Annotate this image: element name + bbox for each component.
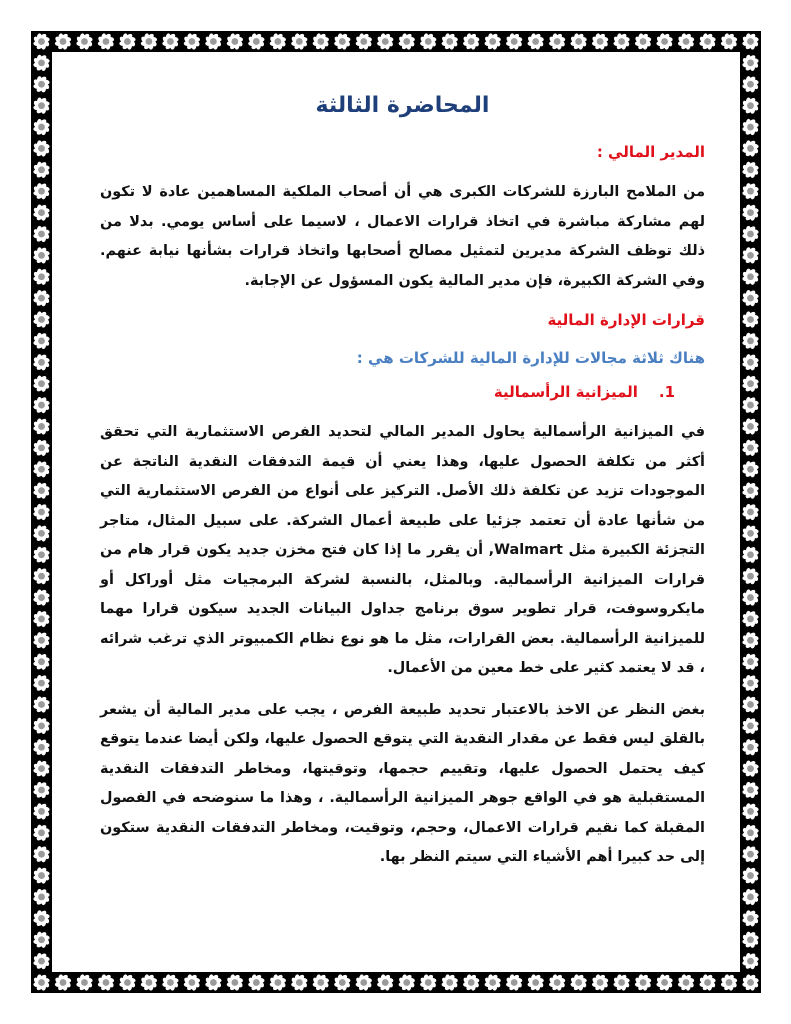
flower-icon [742,353,760,371]
flower-icon [226,974,244,992]
flower-icon [742,460,760,478]
flower-icon [742,610,760,628]
flower-icon [33,546,51,564]
flower-icon [742,525,760,543]
flower-icon [162,33,180,51]
flower-icon [247,33,265,51]
flower-icon [33,182,51,200]
flower-icon [33,824,51,842]
flower-icon [742,225,760,243]
flower-icon [33,97,51,115]
flower-icon [33,118,51,136]
flower-icon [226,33,244,51]
flower-icon [183,33,201,51]
flower-icon [742,909,760,927]
flower-icon [742,54,760,72]
flower-icon [742,247,760,265]
flower-icon [419,974,437,992]
flower-icon [33,845,51,863]
flower-icon [33,696,51,714]
flower-icon [312,33,330,51]
flower-icon [742,289,760,307]
flower-icon [742,674,760,692]
flower-icon [699,33,717,51]
flower-icon [548,33,566,51]
flower-icon [355,33,373,51]
flower-icon [33,781,51,799]
flower-icon [742,974,760,992]
flower-icon [33,225,51,243]
flower-icon [742,888,760,906]
document-body [100,80,705,885]
flower-icon [742,140,760,158]
flower-icon [247,974,265,992]
flower-icon [634,33,652,51]
flower-icon [742,375,760,393]
subheading-three-areas: هناك ثلاثة مجالات للإدارة المالية للشركات هي : [356,349,705,367]
flower-icon [33,33,51,51]
flower-icon [677,33,695,51]
flower-icon [527,33,545,51]
section-heading-financial-manager: المدير المالي : [596,143,705,161]
flower-icon [33,375,51,393]
flower-icon [33,204,51,222]
flower-icon [33,567,51,585]
flower-icon [419,33,437,51]
flower-icon [33,717,51,735]
flower-icon [742,118,760,136]
flower-icon [699,974,717,992]
flower-icon [54,974,72,992]
flower-icon [33,503,51,521]
flower-icon [97,974,115,992]
flower-icon [742,781,760,799]
flower-icon [656,33,674,51]
paragraph-capital-budgeting-2: بغض النظر عن الاخذ بالاعتبار تحديد طبيعة الفرص ، يجب على مدير المالية أن يشعر بالقلق ليس فقط عن مقدار النقدية التي يتوقع الحصول عليها، ولكن أيضا عندما يتوقع كيف يحتمل الحصول عليها، وتقييم حجمها، وتوقيتها، ومخاطر التدفقات النقدية المستقبلية هو في الواقع جوهر الميزانية الرأسمالية. ، وهذا ما سنوضحه في الفصول المقبلة كما نقيم قرارات الاعمال، وحجم، وتوقيت، ومخاطر التدفقات النقدية ستكون إلى حد كبيرا أهم الأشياء التي سيتم النظر بها. [100,701,705,865]
flower-icon [742,204,760,222]
flower-icon [548,974,566,992]
flower-icon [742,75,760,93]
item-label: الميزانية الرأسمالية [493,383,638,401]
flower-icon [333,974,351,992]
flower-icon [742,268,760,286]
flower-icon [462,33,480,51]
flower-icon [742,738,760,756]
flower-icon [376,33,394,51]
flower-icon [33,653,51,671]
flower-icon [742,439,760,457]
flower-icon [119,33,137,51]
flower-icon [76,33,94,51]
flower-icon [33,332,51,350]
flower-icon [398,974,416,992]
flower-icon [33,674,51,692]
flower-icon [613,33,631,51]
lecture-title: المحاضرة الثالثة [315,93,490,118]
flower-icon [742,760,760,778]
flower-icon [33,803,51,821]
flower-icon [33,54,51,72]
flower-icon [76,974,94,992]
flower-icon [484,33,502,51]
paragraph-capital-budgeting-1: في الميزانية الرأسمالية يحاول المدير المالي لتحديد الفرص الاستثمارية التي تحقق أكثر من تكلفة الحصول عليها، وهذا يعني أن قيمة التدفقات النقدية الناتجة عن الموجودات تزيد عن تكلفة ذلك الأصل. التركيز على أنواع من الفرص الاستثمارية التي من شأنها عادة أن تعتمد جزئيا على طبيعة أعمال الشركة. على سبيل المثال، متاجر التجزئة الكبيرة مثل Walmart, أن يقرر ما إذا كان فتح مخزن جديد يكون قرار هام من قرارات الميزانية الرأسمالية. وبالمثل، بالنسبة لشركة البرمجيات مثل أوراكل أو مايكروسوفت، قرار تطوير سوق برنامج جداول البيانات الجديد سيكون قرارا مهما للميزانية الرأسمالية. بعض القرارات، مثل ما هو نوع نظام الكمبيوتر الذي ترغب شرائه ، قد لا يعتمد كثير على خط معين من الأعمال. [100,424,705,676]
flower-icon [33,439,51,457]
flower-icon [677,974,695,992]
flower-icon [269,974,287,992]
flower-icon [205,974,223,992]
flower-icon [742,803,760,821]
flower-icon [333,33,351,51]
paragraph-financial-manager: من الملامح البارزة للشركات الكبرى هي أن أصحاب الملكية المساهمين عادة لا تكون لهم مشاركة مباشرة في اتخاذ قرارات الاعمال ، لاسيما على أساس يومي. بدلا من ذلك توظف الشركة مديرين لتمثيل مصالح أصحابها واتخاذ قرارات بشأنها نيابة عنهم. وفي الشركة الكبيرة، فإن مدير المالية يكون المسؤول عن الإجابة. [100,184,705,289]
flower-icon [742,589,760,607]
flower-icon [742,567,760,585]
flower-icon [742,952,760,970]
flower-icon [742,97,760,115]
flower-icon [33,247,51,265]
flower-icon [742,161,760,179]
flower-icon [570,33,588,51]
flower-icon [33,418,51,436]
flower-icon [33,268,51,286]
flower-icon [290,33,308,51]
flower-icon [656,974,674,992]
flower-icon [290,974,308,992]
flower-icon [742,931,760,949]
flower-icon [742,33,760,51]
numbered-item-capital-budgeting [100,380,675,404]
flower-icon [742,717,760,735]
flower-icon [742,182,760,200]
flower-icon [33,75,51,93]
flower-icon [742,824,760,842]
flower-icon [119,974,137,992]
flower-icon [634,974,652,992]
flower-icon [33,738,51,756]
flower-icon [742,332,760,350]
flower-icon [742,845,760,863]
flower-icon [505,33,523,51]
flower-icon [140,33,158,51]
flower-icon [33,631,51,649]
flower-icon [591,974,609,992]
flower-icon [33,867,51,885]
flower-icon [33,525,51,543]
flower-icon [441,33,459,51]
flower-icon [183,974,201,992]
flower-icon [742,546,760,564]
flower-icon [591,33,609,51]
flower-icon [720,974,738,992]
flower-icon [742,482,760,500]
flower-icon [33,460,51,478]
flower-icon [742,311,760,329]
flower-icon [355,974,373,992]
flower-icon [33,952,51,970]
flower-icon [33,909,51,927]
flower-icon [205,33,223,51]
flower-icon [527,974,545,992]
flower-icon [269,33,287,51]
flower-icon [33,760,51,778]
flower-icon [33,589,51,607]
flower-icon [742,867,760,885]
flower-icon [505,974,523,992]
flower-icon [312,974,330,992]
flower-icon [33,289,51,307]
flower-icon [441,974,459,992]
flower-icon [33,931,51,949]
flower-icon [162,974,180,992]
flower-icon [462,974,480,992]
flower-icon [33,140,51,158]
flower-icon [742,653,760,671]
flower-icon [33,610,51,628]
flower-icon [484,974,502,992]
flower-icon [33,161,51,179]
flower-icon [54,33,72,51]
flower-icon [33,482,51,500]
flower-icon [33,974,51,992]
flower-icon [33,888,51,906]
flower-icon [140,974,158,992]
flower-icon [613,974,631,992]
flower-icon [570,974,588,992]
flower-icon [742,696,760,714]
flower-icon [33,353,51,371]
flower-icon [376,974,394,992]
section-heading-financial-decisions: قرارات الإدارة المالية [547,311,705,329]
flower-icon [33,396,51,414]
flower-icon [742,503,760,521]
flower-icon [97,33,115,51]
flower-icon [742,631,760,649]
flower-icon [33,311,51,329]
flower-icon [742,396,760,414]
flower-icon [742,418,760,436]
flower-icon [720,33,738,51]
item-number: 1. [658,383,675,401]
flower-icon [398,33,416,51]
